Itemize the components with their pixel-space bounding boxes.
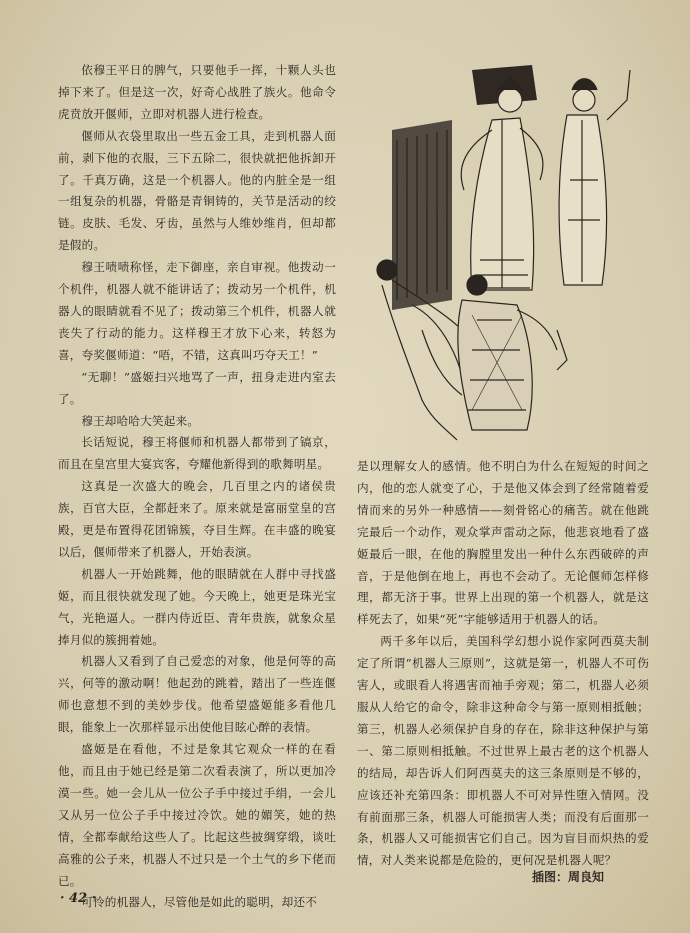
illustration-drawing: [352, 60, 652, 444]
paragraph: 两千多年以后，美国科学幻想小说作家阿西莫夫制定了所谓“机器人三原则”，这就是第一，机器人不可伤害人，或眼看人将遇害而袖手旁观；第二，机器人必须服从人给它的命令，除非这种命令与第一原则相抵触；第三，机器人必须保护自身的存在，除非这种保护与第一、第二原则相抵触。不过世界上最古老的这个机器人的结局，却告诉人们阿西莫夫的这三条原则是不够的，应该还补充第四条：即机器人不可对异性堕入情网。没有前面那三条，机器人可能损害人类；而没有后面那一条，机器人又可能损害它们自己。因为盲目而炽热的爱情，对人类来说都是危险的，更何况是机器人呢？: [357, 634, 649, 868]
paragraph: 机器人又看到了自己爱恋的对象，他是何等的高兴，何等的激动啊！他起劲的跳着，踏出了一些连偃师也意想不到的美妙步伐。他希望盛姬能多看他几眼，能象上一次那样显示出使他目眩心醉的表情。: [58, 654, 336, 735]
paragraph: 偃师从衣袋里取出一些五金工具，走到机器人面前，剥下他的衣服，三下五除二，很快就把他拆卸开了。千真万确，这是一个机器人。他的内脏全是一组一组复杂的机器，骨骼是青铜铸的，关节是活动的绞链。皮肤、毛发、牙齿，虽然与人维妙维肖，但却都是假的。: [58, 128, 336, 253]
paragraph: 这真是一次盛大的晚会，几百里之内的诸侯贵族，百官大臣，全都赶来了。原来就是富丽堂皇的宫殿，更是布置得花团锦簇，夺目生辉。在丰盛的晚宴以后，偃师带来了机器人，开始表演。: [58, 479, 336, 559]
paragraph: 依穆王平日的脾气，只要他手一挥，十颗人头也掉下来了。但是这一次，好奇心战胜了族火。他命令虎贲放开偃师，立即对机器人进行检查。: [58, 63, 336, 121]
ink-illustration: [352, 60, 652, 444]
paragraph: 长话短说，穆王将偃师和机器人都带到了镐京，而且在皇宫里大宴宾客，夸耀他新得到的歌舞明星。: [58, 435, 336, 472]
right-text-column: [357, 456, 649, 872]
left-text-column: [58, 60, 336, 914]
paragraph: 穆王却哈哈大笑起来。: [81, 413, 200, 428]
paragraph: 可怜的机器人，尽管他是如此的聪明，却还不: [81, 895, 318, 910]
paragraph: 是以理解女人的感情。他不明白为什么在短短的时间之内，他的恋人就变了心，于是他又体会到了经常随着爱情而来的另外一种感情——刻骨铭心的痛苦。就在他跳完最后一个动作，观众掌声雷动之际，他悲哀地看了盛姬最后一眼，在他的胸膛里发出一种什么东西破碎的声音，于是他倒在地上，再也不会动了。无论偃师怎样修理，都无济于事。世界上出现的第一个机器人，就是这样死去了，如果“死”字能够适用于机器人的话。: [357, 459, 649, 627]
paragraph: 盛姬是在看他，不过是象其它观众一样的在看他，而且由于她已经是第二次看表演了，所以更加冷漠一些。她一会儿从一位公子手中接过手绢，一会儿又从另一位公子手中接过冷饮。她的媚笑，她的热情，全都奉献给这些人了。比起这些披绸穿缎，谈吐高雅的公子来，机器人不过只是一个土气的乡下佬而已。: [58, 742, 336, 888]
illustration-credit: 插图：周良知: [532, 870, 605, 884]
page-number: · 42 ·: [60, 891, 97, 906]
paragraph: 穆王啧啧称怪，走下御座，亲自审视。他拨动一个机件，机器人就不能讲话了；拨动另一个机件，机器人的眼睛就看不见了；拨动第三个机件，机器人就丧失了行动的能力。这样穆王才放下心来，转怒为喜，夸奖偃师道：“唔，不错，这真叫巧夺天工！”: [58, 260, 336, 362]
paragraph: “无聊！”盛姬扫兴地骂了一声，扭身走进内室去了。: [58, 369, 336, 406]
paragraph: 机器人一开始跳舞，他的眼睛就在人群中寻找盛姬，而且很快就发现了她。今天晚上，她更是珠光宝气，光艳逼人。一群内侍近臣、青年贵族，就象众星捧月似的簇拥着她。: [58, 566, 336, 647]
